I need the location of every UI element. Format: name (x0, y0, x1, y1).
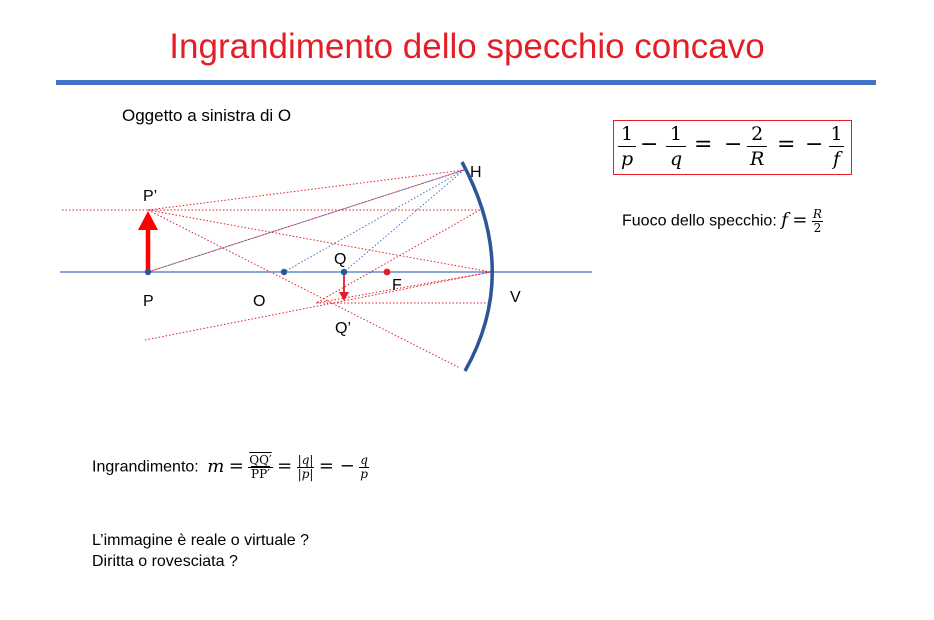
frac-1-q-den: q (666, 146, 686, 171)
frac-1-p (618, 122, 636, 171)
magnification-frac-abs (297, 454, 315, 481)
frac-1-f-num: 1 (830, 123, 843, 145)
frac-1-q (666, 122, 686, 171)
label-p-prime: P’ (143, 188, 158, 205)
label-q: Q (334, 251, 347, 268)
ray-pprime-v (148, 210, 491, 272)
magnification-equals-1: = (228, 455, 244, 477)
focus-fraction (812, 208, 823, 235)
magnification-num-1: QQ′ (249, 453, 272, 467)
label-p: P (143, 293, 154, 310)
frac-1-q-num: 1 (670, 123, 683, 145)
ray-pprime-f (148, 210, 460, 368)
magnification-den-2: |p| (297, 467, 314, 481)
op-minus-2: − (724, 132, 743, 157)
magnification-den-1: PP′ (251, 467, 270, 481)
op-equals-2: = (777, 132, 796, 157)
frac-2-r-den: R (747, 146, 767, 171)
concave-mirror (462, 162, 492, 371)
subtitle: Oggetto a sinistra di O (122, 106, 292, 125)
op-minus-3: − (805, 132, 824, 157)
focus-label: Fuoco dello specchio: (622, 212, 777, 230)
question-upright-inverted: Diritta o rovesciata ? (92, 553, 238, 570)
point-p (145, 269, 151, 275)
frac-1-p-den: p (618, 146, 636, 171)
label-h: H (470, 164, 482, 181)
label-f: F (392, 277, 402, 294)
frac-1-p-num: 1 (621, 123, 634, 145)
label-o: O (253, 293, 266, 310)
frac-2-r-num: 2 (751, 123, 764, 145)
op-minus-1: − (640, 132, 659, 157)
focus-num: R (812, 207, 822, 221)
ray-pprime-h (148, 170, 464, 210)
ray-h-o (284, 170, 464, 272)
magnification-frac-qp (359, 454, 369, 481)
point-o (281, 269, 287, 275)
magnification-equals-3: = − (318, 455, 355, 477)
point-f (384, 269, 391, 276)
frac-1-f (829, 122, 844, 171)
magnification-den-3: p (360, 467, 368, 481)
magnification-frac-segments (248, 454, 272, 481)
focus-den: 2 (813, 221, 822, 235)
magnification-var: m (207, 455, 225, 477)
focus-equals: = (792, 209, 808, 231)
magnification-label: Ingrandimento: (92, 458, 199, 476)
page-title: Ingrandimento dello specchio concavo (169, 27, 765, 66)
label-v: V (510, 289, 521, 306)
ray-extension-low (145, 272, 491, 340)
point-q (341, 269, 347, 275)
op-equals-1: = (694, 132, 713, 157)
image-arrow-head (339, 292, 349, 301)
magnification-formula (92, 454, 369, 481)
magnification-equals-2: = (277, 455, 293, 477)
frac-2-r (747, 122, 767, 171)
focus-var: f (781, 209, 788, 231)
focus-definition (622, 208, 823, 235)
label-q-prime: Q’ (335, 320, 351, 337)
mirror-equation-box (613, 120, 852, 175)
magnification-num-2: |q| (297, 453, 314, 467)
question-real-virtual: L’immagine è reale o virtuale ? (92, 532, 310, 549)
magnification-num-3: q (360, 453, 368, 467)
frac-1-f-den: f (829, 146, 844, 171)
